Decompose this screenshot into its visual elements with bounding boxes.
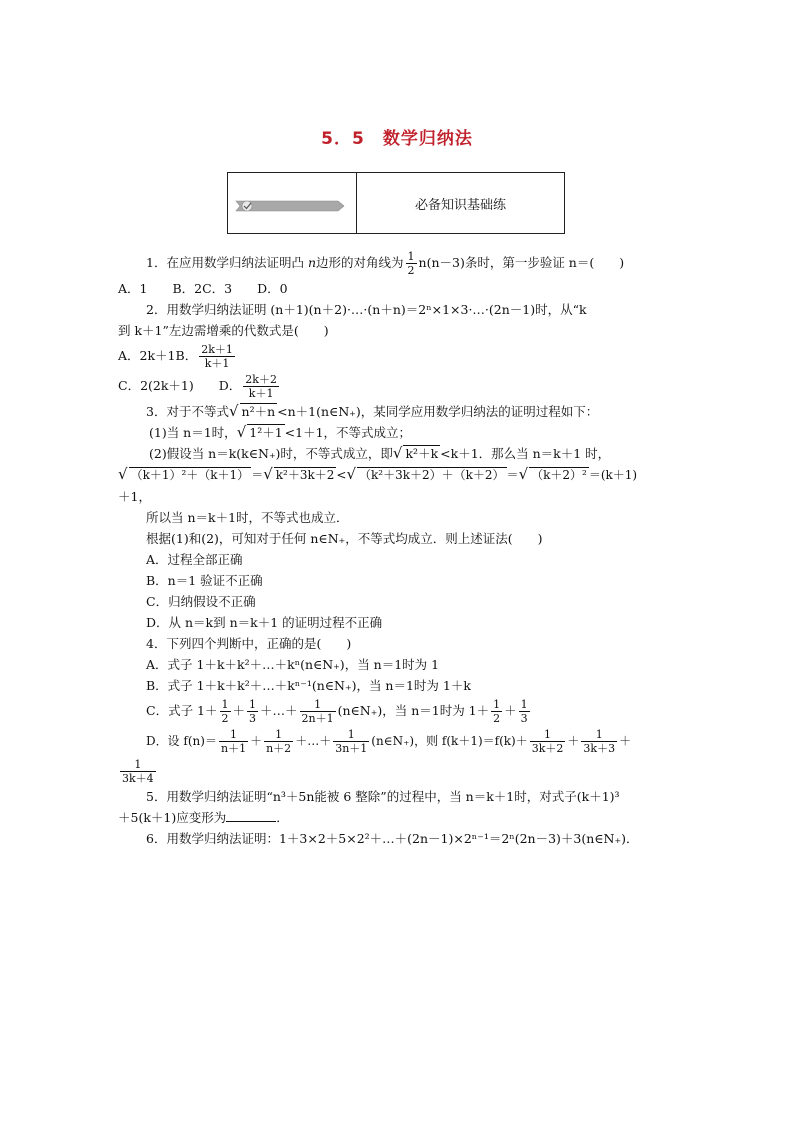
question-3-derivation-cont: ＋1，	[118, 489, 151, 504]
question-3-derivation: √ （k＋1）²＋（k＋1） ＝√ k²＋3k＋2 <√ （k²＋3k＋2）＋（k＋2） ＝√ （k＋2）² ＝(k＋1)	[118, 465, 638, 483]
question-5-stem-cont: ＋5(k＋1)应变形为 ．	[118, 810, 289, 825]
fraction: $\frac{1}{2}$	[493, 698, 501, 725]
fraction: $\frac{2k+1}{k+1}$	[201, 343, 233, 370]
fraction: $\frac{1}{n+2}$	[266, 728, 292, 755]
question-3-option-d: D．从 n＝k到 n＝k＋1 的证明过程不正确	[146, 615, 383, 630]
question-1-options: A．1 B．2C．3 D．0	[118, 281, 288, 296]
question-1-stem: 1．在应用数学归纳法证明凸 n边形的对角线为 $\frac{1}{2}$ n(n－3)条时，第一步验证 n＝( )	[146, 250, 625, 277]
question-3-option-b: B．n＝1 验证不正确	[146, 573, 263, 588]
fraction: $\frac{1}{3n+1}$	[335, 728, 368, 755]
banner-label: 必备知识基础练	[414, 197, 506, 213]
question-3-stem: 3．对于不等式√ n²＋n <n＋1(n∈N₊)，某同学应用数学归纳法的证明过程如下：	[146, 402, 599, 420]
fraction: $\frac{1}{2n+1}$	[301, 698, 334, 725]
question-3-option-c: C．归纳假设不正确	[146, 594, 256, 609]
fraction: $\frac{2k+2}{k+1}$	[245, 373, 277, 400]
fraction: $\frac{1}{3k+3}$	[583, 728, 616, 755]
question-6-stem: 6．用数学归纳法证明：1＋3×2＋5×2²＋…＋(2n－1)×2ⁿ⁻¹＝2ⁿ(2n－3)＋3(n∈N₊)．	[146, 831, 639, 846]
fraction: $\frac{1}{2}$	[221, 698, 229, 725]
question-3-option-a: A．过程全部正确	[146, 552, 243, 567]
question-4-option-c: C．式子 1＋ $\frac{1}{2}$ ＋ $\frac{1}{3}$ ＋…＋ $\frac{1}{2n+1}$ (n∈N₊)，当 n＝1时为 1＋ $\frac{1}{2}$ ＋ $\frac{1}{3}$	[146, 698, 528, 725]
question-2-options-cd: C．2(2k＋1) D． $\frac{2k+2}{k+1}$	[118, 373, 277, 400]
fraction: $\frac{1}{3k+4}$	[122, 758, 154, 785]
checkmark-arrow-icon	[234, 199, 346, 213]
question-3-conclusion: 所以当 n＝k＋1时，不等式也成立．	[146, 510, 349, 525]
question-4-option-b: B．式子 1＋k＋k²＋…＋kⁿ⁻¹(n∈N₊)，当 n＝1时为 1＋k	[146, 678, 471, 693]
answer-blank[interactable]	[226, 809, 276, 822]
section-banner	[227, 172, 565, 234]
question-3-question: 根据(1)和(2)，可知对于任何 n∈N₊，不等式均成立．则上述证法( )	[146, 531, 543, 546]
fraction: $\frac{1}{3k+2}$	[531, 728, 564, 755]
question-2-stem-cont: 到 k＋1”左边需增乘的代数式是( )	[118, 323, 329, 338]
fraction: $\frac{1}{2}$	[407, 250, 415, 277]
banner-icon-cell	[228, 173, 357, 233]
question-4-option-d: D．设 f(n)＝ $\frac{1}{n+1}$ ＋ $\frac{1}{n+2}$ ＋…＋ $\frac{1}{3n+1}$ (n∈N₊)，则 f(k＋1)＝f(k)＋ $\frac{1}{3k+2}$ ＋ $\frac{1}{3k+3}$ ＋	[146, 728, 632, 755]
question-2-stem: 2．用数学归纳法证明 (n＋1)(n＋2)·…·(n＋n)＝2ⁿ×1×3·…·(2n－1)时，从“k	[146, 302, 587, 317]
question-3-step-2: (2)假设当 n＝k(k∈N₊)时，不等式成立，即√ k²＋k <k＋1．那么当 n＝k＋1 时，	[149, 444, 611, 462]
question-5-stem: 5．用数学归纳法证明“n³＋5n能被 6 整除”的过程中，当 n＝k＋1时，对式子(k＋1)³	[146, 789, 620, 804]
question-4-option-a: A．式子 1＋k＋k²＋…＋kⁿ(n∈N₊)，当 n＝1时为 1	[146, 657, 440, 672]
fraction: $\frac{1}{3}$	[520, 698, 528, 725]
question-list	[118, 248, 678, 849]
question-2-options-ab: A．2k＋1B． $\frac{2k+1}{k+1}$	[118, 343, 233, 370]
fraction: $\frac{1}{n+1}$	[220, 728, 247, 755]
fraction: $\frac{1}{3}$	[249, 698, 257, 725]
page-title: 5．5 数学归纳法	[321, 129, 473, 149]
question-4-option-d-cont	[118, 756, 678, 786]
question-4-stem: 4．下列四个判断中，正确的是( )	[146, 636, 352, 651]
question-3-step-1: (1)当 n＝1时，√ 1²＋1 <1＋1，不等式成立；	[149, 423, 412, 441]
